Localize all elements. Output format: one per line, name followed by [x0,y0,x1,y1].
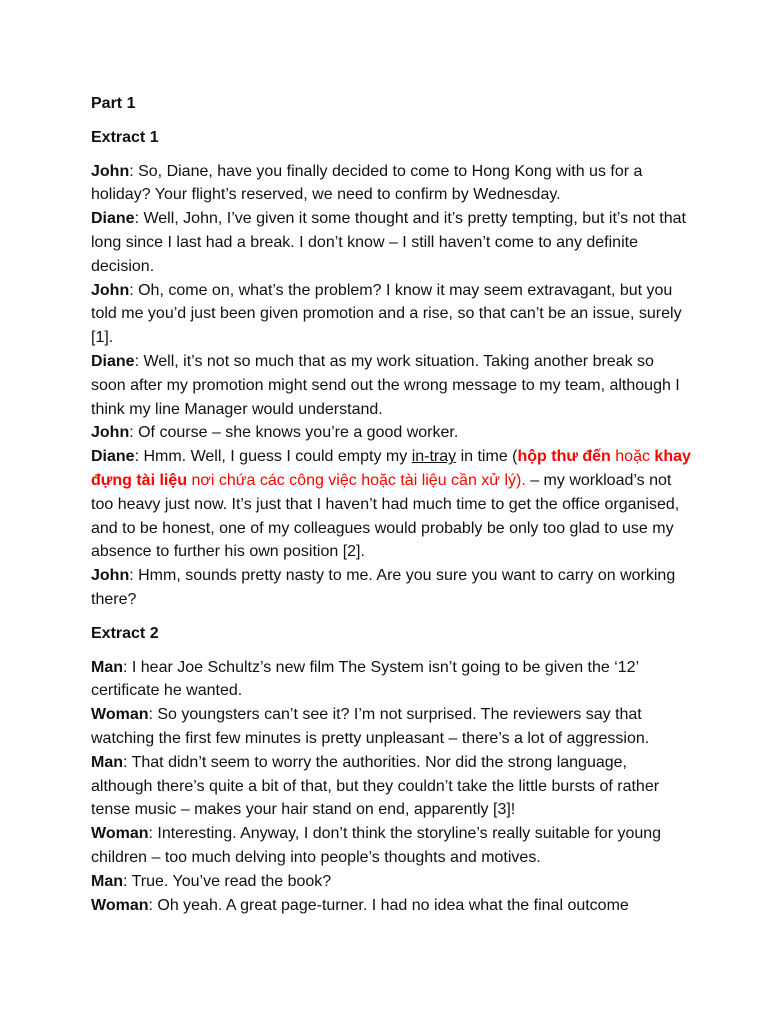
dialogue-line [91,751,691,822]
speaker-name: Woman [91,706,149,724]
document-page [91,92,691,927]
dialogue-line [91,894,691,918]
line-text: : True. You’ve read the book? [123,872,332,890]
dialogue-line [91,350,691,421]
dialogue-line [91,207,691,278]
line-text: : I hear Joe Schultz’s new film The System isn’t going to be given the ‘12’ certificate he wanted. [91,658,639,700]
dialogue-line-annotated [91,445,691,564]
translation-bold: hộp thư đến [517,448,611,466]
line-text: : Interesting. Anyway, I don’t think the storyline’s really suitable for young children – too much delving into people’s thoughts and motives. [91,825,662,866]
extract-2-title: Extract 2 [91,624,159,642]
dialogue-line [91,160,691,208]
extract-2-dialogue [91,656,691,918]
translation-text: nơi chứa các công việc hoặc tài liệu cần xử lý). [187,471,526,489]
speaker-name: Man [91,658,123,676]
speaker-name: Man [91,872,123,890]
extract-1-dialogue [91,160,691,612]
translation-text: hoặc [610,448,655,466]
speaker-name: Woman [91,896,149,914]
line-text: : So, Diane, have you finally decided to come to Hong Kong with us for a holiday? Your flight’s reserved, we need to confirm by Wednesday. [91,162,643,204]
line-text: : Hmm. Well, I guess I could empty my [134,448,412,466]
line-text: : Well, it’s not so much that as my work situation. Taking another break so soon after my promotion might send out the wrong message to my team, although I think my line Manager would understand. [91,352,680,418]
speaker-name: Diane [91,448,135,466]
dialogue-line [91,822,691,870]
dialogue-line [91,564,691,612]
line-text: : Oh, come on, what’s the problem? I know it may seem extravagant, but you told me you’d just been given promotion and a rise, so that can’t be an issue, surely [1]. [91,281,682,347]
dialogue-line [91,279,691,350]
dialogue-line [91,656,691,704]
line-text: in time ( [456,448,518,466]
dialogue-line [91,870,691,894]
line-text: : That didn’t seem to worry the authorities. Nor did the strong language, although there’s quite a bit of that, but they couldn’t take the little bursts of rather tense music – makes your hair stand on end, apparently [3]! [91,753,660,819]
line-text: : Of course – she knows you’re a good worker. [129,424,459,442]
underlined-term: in-tray [411,448,457,466]
line-text: : Well, John, I’ve given it some thought and it’s pretty tempting, but it’s not that long since I last had a break. I don’t know – I still haven’t come to any definite decision. [91,210,686,275]
speaker-name: John [91,162,130,180]
part-title: Part 1 [91,95,136,112]
line-text: – my workload’s not too heavy just now. It’s just that I haven’t had much time to get the office organised, and to be honest, one of my colleagues would probably be only too glad to use my absence to further his own position [2]. [91,471,680,561]
line-text: : Oh yeah. A great page-turner. I had no idea what the final outcome [148,896,629,914]
speaker-name: Diane [91,352,135,370]
dialogue-line [91,703,691,751]
line-text: : Hmm, sounds pretty nasty to me. Are you sure you want to carry on working there? [91,567,676,608]
line-text: : So youngsters can’t see it? I’m not surprised. The reviewers say that watching the first few minutes is pretty unpleasant – there’s a lot of aggression. [91,706,650,747]
dialogue-line [91,421,691,445]
speaker-name: John [91,567,130,585]
speaker-name: Man [91,753,123,771]
speaker-name: John [91,424,130,442]
speaker-name: Diane [91,210,135,228]
speaker-name: Woman [91,825,149,843]
speaker-name: John [91,281,130,299]
translation-bold: khay đựng tài liệu [91,448,691,489]
extract-1-title: Extract 1 [91,128,159,146]
